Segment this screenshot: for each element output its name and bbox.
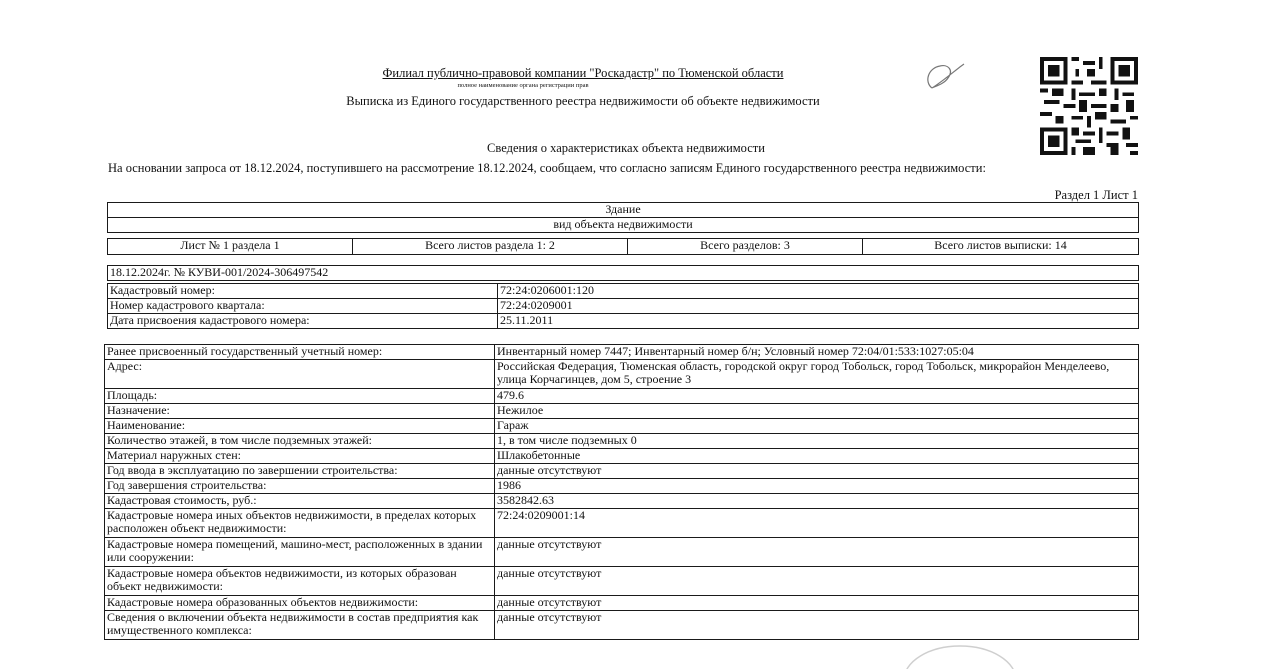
row-value: Шлакобетонные [495, 449, 1139, 464]
stamp-mark [900, 640, 1020, 669]
total-sections: Всего разделов: 3 [628, 239, 863, 255]
table-row [105, 567, 1139, 596]
object-type-table [107, 202, 1139, 233]
row-label: Кадастровые номера образованных объектов недвижимости: [105, 596, 495, 611]
row-value: данные отсутствуют [495, 464, 1139, 479]
row-label: Ранее присвоенный государственный учетный номер: [105, 345, 495, 360]
row-value: 72:24:0209001 [498, 299, 1139, 314]
extract-title: Выписка из Единого государственного реестра недвижимости об объекте недвижимости [346, 94, 820, 108]
row-value: данные отсутствуют [495, 596, 1139, 611]
signature-mark [918, 58, 974, 100]
row-value: Нежилое [495, 404, 1139, 419]
registration-number: 18.12.2024г. № КУВИ-001/2024-306497542 [108, 266, 1139, 281]
row-label: Дата присвоения кадастрового номера: [108, 314, 498, 329]
row-value: данные отсутствуют [495, 611, 1139, 640]
row-value: Инвентарный номер 7447; Инвентарный номер б/н; Условный номер 72:04/01:533:1027:05:04 [495, 345, 1139, 360]
row-value: 3582842.63 [495, 494, 1139, 509]
row-label: Кадастровые номера объектов недвижимости, из которых образован объект недвижимости: [105, 567, 495, 596]
total-sheets-extract: Всего листов выписки: 14 [863, 239, 1139, 255]
row-label: Материал наружных стен: [105, 449, 495, 464]
table-row [105, 479, 1139, 494]
table-row [105, 509, 1139, 538]
row-value: данные отсутствуют [495, 567, 1139, 596]
row-label: Кадастровые номера помещений, машино-мест, расположенных в здании или сооружении: [105, 538, 495, 567]
row-label: Номер кадастрового квартала: [108, 299, 498, 314]
table-row [108, 314, 1139, 329]
properties-table [104, 344, 1139, 640]
row-label: Кадастровые номера иных объектов недвижимости, в пределах которых расположен объект недвижимости: [105, 509, 495, 538]
registration-table [107, 265, 1139, 281]
row-value: 72:24:0209001:14 [495, 509, 1139, 538]
row-label: Год ввода в эксплуатацию по завершении строительства: [105, 464, 495, 479]
row-label: Кадастровая стоимость, руб.: [105, 494, 495, 509]
table-row [105, 464, 1139, 479]
table-row [105, 538, 1139, 567]
row-value: 1, в том числе подземных 0 [495, 434, 1139, 449]
table-row [105, 596, 1139, 611]
table-row [108, 284, 1139, 299]
sheet-number: Лист № 1 раздела 1 [108, 239, 353, 255]
table-row [105, 360, 1139, 389]
table-row [105, 494, 1139, 509]
organization-note: полное наименование органа регистрации прав [457, 82, 589, 89]
row-label: Количество этажей, в том числе подземных этажей: [105, 434, 495, 449]
row-value: 1986 [495, 479, 1139, 494]
row-label: Площадь: [105, 389, 495, 404]
row-label: Наименование: [105, 419, 495, 434]
row-label: Назначение: [105, 404, 495, 419]
table-row [105, 389, 1139, 404]
section-title: Сведения о характеристиках объекта недвижимости [487, 141, 765, 155]
table-row [105, 404, 1139, 419]
total-sheets-section: Всего листов раздела 1: 2 [353, 239, 628, 255]
sheet-info-table [107, 238, 1139, 255]
row-label: Адрес: [105, 360, 495, 389]
table-row [105, 611, 1139, 640]
table-row [105, 434, 1139, 449]
row-label: Год завершения строительства: [105, 479, 495, 494]
table-row [105, 449, 1139, 464]
organization-name: Филиал публично-правовой компании "Роскадастр" по Тюменской области [382, 66, 784, 80]
table-row [108, 299, 1139, 314]
cadastral-table [107, 283, 1139, 329]
object-type: Здание [108, 203, 1139, 218]
object-type-caption: вид объекта недвижимости [108, 218, 1139, 233]
row-value: данные отсутствуют [495, 538, 1139, 567]
row-value: Гараж [495, 419, 1139, 434]
row-label: Сведения о включении объекта недвижимости в состав предприятия как имущественного комплекса: [105, 611, 495, 640]
basis-text: На основании запроса от 18.12.2024, поступившего на рассмотрение 18.12.2024, сообщаем, что согласно записям Единого государственного реестра недвижимости: [108, 161, 986, 175]
table-row [105, 345, 1139, 360]
row-value: 479.6 [495, 389, 1139, 404]
section-sheet-label: Раздел 1 Лист 1 [1054, 188, 1138, 202]
row-value: 72:24:0206001:120 [498, 284, 1139, 299]
row-value: Российская Федерация, Тюменская область, городской округ город Тобольск, город Тобольск, микрорайон Менделеево, улица Корчагинцев, дом 5, строение 3 [495, 360, 1139, 389]
row-label: Кадастровый номер: [108, 284, 498, 299]
row-value: 25.11.2011 [498, 314, 1139, 329]
table-row [105, 419, 1139, 434]
